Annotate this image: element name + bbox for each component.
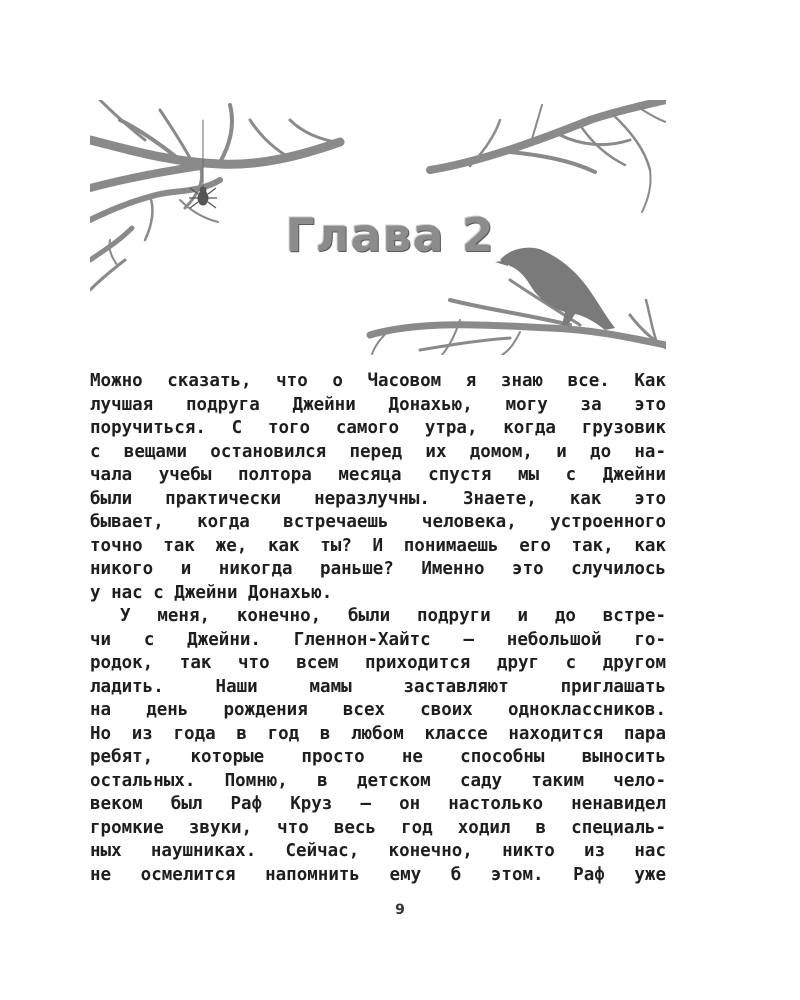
text-line: ных наушниках. Сейчас, конечно, никто из нас — [90, 841, 666, 861]
page-number: 9 — [395, 902, 405, 918]
text-line: громкие звуки, что весь год ходил в специаль- — [90, 817, 666, 838]
chapter-body — [90, 370, 666, 887]
text-line: остальных. Помню, в детском саду таким чело- — [90, 770, 666, 791]
text-line: ладить. Наши мамы заставляют приглашать — [90, 676, 666, 697]
text-line: бывает, когда встречаешь человека, устроенного — [90, 512, 666, 532]
chapter-header — [90, 100, 666, 355]
text-line: на день рождения всех своих одноклассников. — [90, 700, 666, 720]
paragraph — [90, 605, 666, 887]
text-line: ребят, которые просто не способны выносить — [90, 747, 666, 767]
text-line: лучшая подруга Джейни Донахью, могу за это — [90, 394, 666, 415]
text-line: чи с Джейни. Гленнон-Хайтс — небольшой го- — [90, 629, 666, 650]
chapter-title: Глава 2 — [285, 208, 495, 262]
spider-icon — [189, 187, 217, 208]
text-line: Но из года в год в любом классе находится пара — [90, 723, 666, 744]
text-line: У меня, конечно, были подруги и до встре- — [120, 606, 666, 626]
text-line: веком был Раф Круз — он настолько ненавидел — [90, 794, 666, 814]
text-line: точно так же, как ты? И понимаешь его так, как — [90, 535, 666, 556]
text-line: Можно сказать, что о Часовом я знаю все. Как — [90, 371, 666, 391]
text-line: не осмелится напомнить ему б этом. Раф уже — [90, 864, 666, 885]
text-line: были практически неразлучны. Знаете, как это — [90, 488, 666, 509]
text-line: у нас с Джейни Донахью. — [90, 582, 333, 603]
text-line: никого и никогда раньше? Именно это случилось — [90, 559, 666, 579]
text-line: чала учебы полтора месяца спустя мы с Джейни — [90, 465, 666, 485]
text-line: с вещами остановился перед их домом, и до на- — [90, 441, 666, 462]
paragraph — [90, 370, 666, 605]
text-line: родок, так что всем приходится друг с другом — [90, 653, 666, 673]
text-line: поручиться. С того самого утра, когда грузовик — [90, 418, 666, 438]
